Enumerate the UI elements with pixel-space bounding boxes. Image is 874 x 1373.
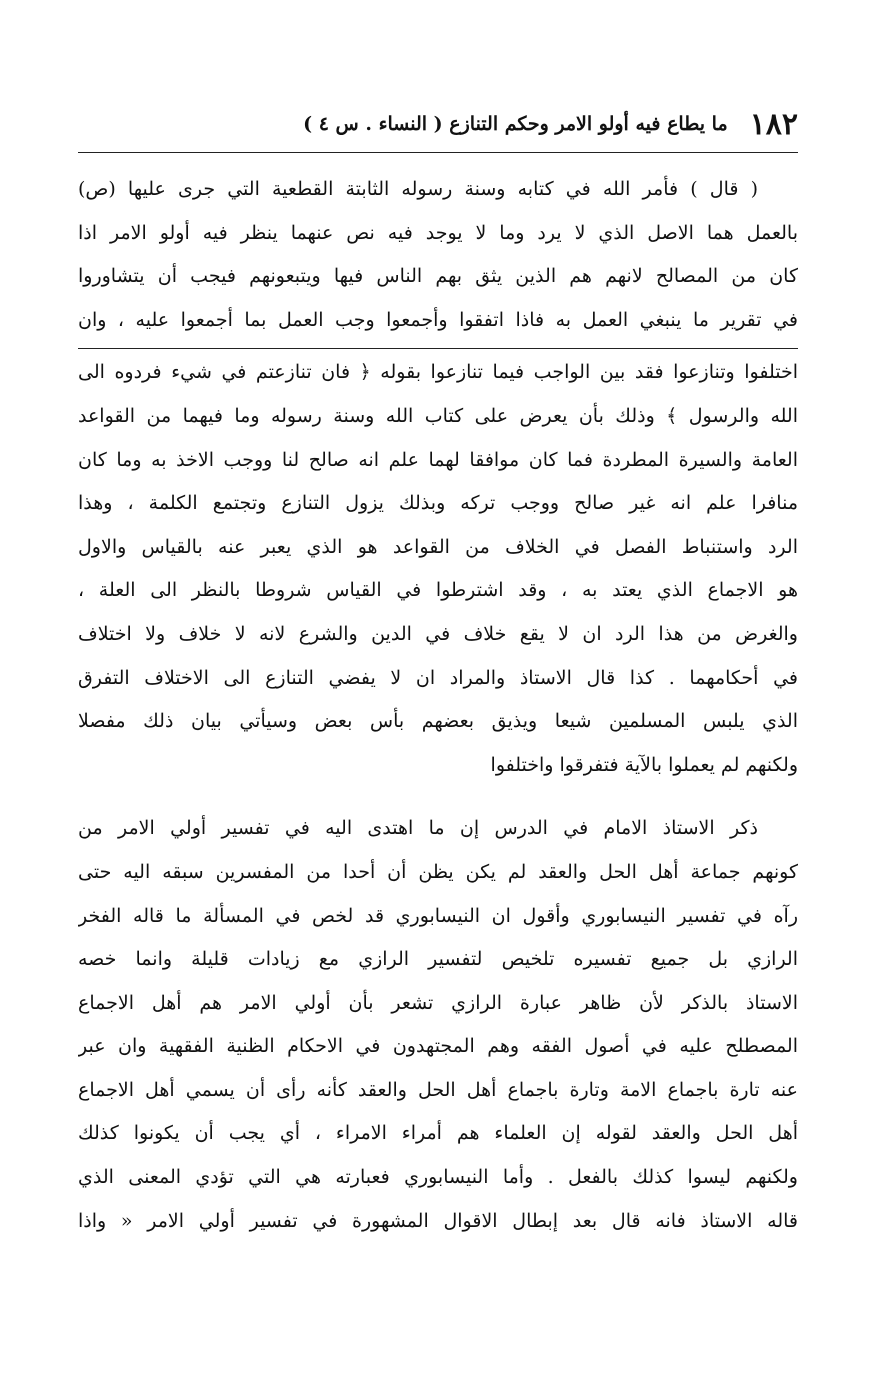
- text-line: عنه تارة باجماع الامة وتارة باجماع أهل الحل والعقد كأنه رأى أن يسمي أهل الاجماع: [78, 1078, 798, 1101]
- page-header: [78, 100, 798, 148]
- text-line: الله والرسول ﴾ وذلك بأن يعرض على كتاب الله وسنة رسوله وما فيهما من القواعد: [78, 404, 798, 427]
- text-line: قاله الاستاذ فانه قال بعد إبطال الاقوال المشهورة في تفسير أولي الامر « واذا: [78, 1209, 798, 1232]
- text-line: الرازي بل جميع تفسيره تلخيص لتفسير الرازي مع زيادات قليلة وانما خصه: [78, 948, 798, 971]
- text-line: بالعمل هما الاصل الذي لا يرد وما لا يوجد فيه نص عنهما ينظر فيه أولو الامر اذا: [78, 221, 798, 244]
- paragraph-3: [78, 807, 798, 1243]
- text-line: ذكر الاستاذ الامام في الدرس إن ما اهتدى اليه في تفسير أولي الامر من: [78, 817, 758, 840]
- text-line: الرد واستنباط الفصل في الخلاف من القواعد هو الذي يعبر عنه بالقياس والاول: [78, 535, 798, 558]
- page-body: [78, 168, 798, 1243]
- text-line: أهل الحل والعقد لقوله إن العلماء هم أمراء الامراء ، أي يجب أن يكونوا كذلك: [78, 1122, 798, 1145]
- text-line: الذي يلبس المسلمين شيعا ويذيق بعضهم بأس بعض وسيأتي بيان ذلك مفصلا: [78, 710, 798, 733]
- text-line: المصطلح عليه في أصول الفقه وهم المجتهدون في الاحكام الظنية الفقهية وان عبر: [78, 1035, 798, 1058]
- section-divider: [78, 348, 798, 349]
- text-line: ولكنهم ليسوا كذلك بالفعل . وأما النيسابوري فعبارته هي التي تؤدي المعنى الذي: [78, 1166, 798, 1189]
- text-line: في أحكامهما . كذا قال الاستاذ والمراد ان لا يفضي التنازع الى الاختلاف التفرق: [78, 666, 798, 689]
- text-line: منافرا علم انه غير صالح ووجب تركه وبذلك يزول التنازع وتجتمع الكلمة ، وهذا: [78, 492, 798, 515]
- text-line: كان من المصالح لانهم هم الذين يثق بهم الناس فيها ويتبعونهم فيجب أن يتشاوروا: [78, 265, 798, 288]
- text-line: ( قال ) فأمر الله في كتابه وسنة رسوله الثابتة القطعية التي جرى عليها (ص): [78, 178, 758, 200]
- running-title: ما يطاع فيه أولو الامر وحكم التنازع ( النساء . س ٤ ): [303, 113, 728, 135]
- text-line: كونهم جماعة أهل الحل والعقد لم يكن يظن أن أحدا من المفسرين سبقه اليه حتى: [78, 860, 798, 883]
- header-rule: [78, 152, 798, 153]
- text-line: في تقرير ما ينبغي العمل به فاذا اتفقوا وأجمعوا وجب العمل بما أجمعوا عليه ، وان: [78, 308, 798, 331]
- page-number: ١٨٢: [749, 106, 798, 142]
- text-line: رآه في تفسير النيسابوري وأقول ان النيسابوري قد لخص في المسألة ما قاله الفخر: [78, 904, 798, 927]
- text-line: العامة والسيرة المطردة فما كان موافقا لهما علم انه صالح لنا ووجب الاخذ به وما كان: [78, 448, 798, 471]
- text-line: والغرض من هذا الرد ان لا يقع خلاف في الدين والشرع لانه لا خلاف ولا اختلاف: [78, 622, 798, 645]
- paragraph-2: [78, 351, 798, 787]
- paragraph-1: [78, 168, 798, 342]
- text-line: هو الاجماع الذي يعتد به ، وقد اشترطوا في القياس شروطا بالنظر الى العلة ،: [78, 579, 798, 602]
- text-line: الاستاذ بالذكر لأن ظاهر عبارة الرازي تشعر بأن أولي الامر هم أهل الاجماع: [78, 991, 798, 1014]
- text-line: ولكنهم لم يعملوا بالآية فتفرقوا واختلفوا: [490, 753, 798, 776]
- text-line: اختلفوا وتنازعوا فقد بين الواجب فيما تنازعوا بقوله ﴿ فان تنازعتم في شيء فردوه الى: [78, 361, 798, 384]
